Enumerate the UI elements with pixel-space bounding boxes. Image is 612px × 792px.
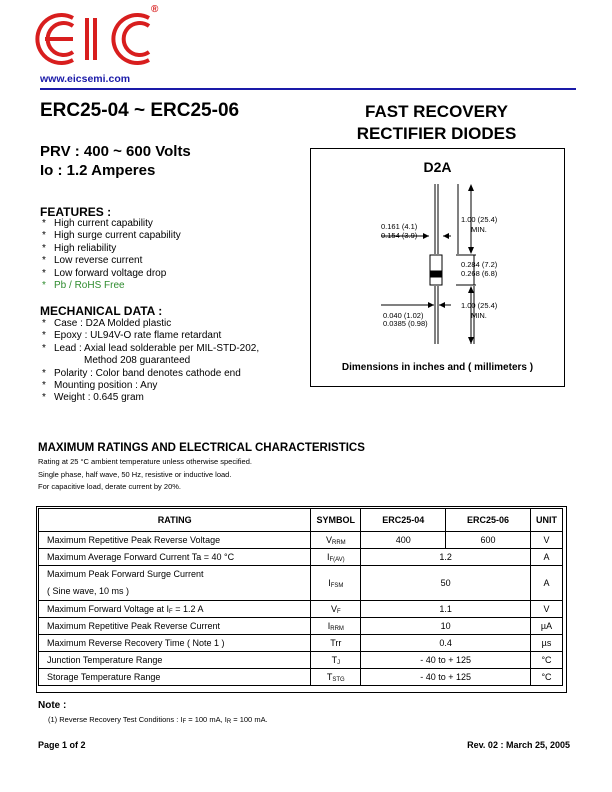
note-text: (1) Reverse Recovery Test Conditions : IF = 100 mA, IR = 100 mA. (48, 715, 268, 725)
table-header-row (39, 509, 563, 532)
dimension-caption: Dimensions in inches and ( millimeters ) (341, 362, 534, 373)
lead-length-top: 1.00 (25.4) (461, 215, 498, 224)
diode-drawing (311, 179, 564, 359)
product-line2: RECTIFIER DIODES (356, 124, 517, 143)
col-unit: UNIT (530, 509, 562, 532)
col-erc25-06: ERC25-06 (446, 509, 531, 532)
list-item: * Mounting position : Any (42, 380, 158, 392)
list-item: * Low reverse current (42, 255, 143, 267)
list-item: * Polarity : Color band denotes cathode end (42, 367, 241, 379)
header-divider (40, 88, 576, 90)
body-length-min: 0.268 (6.8) (461, 269, 498, 278)
list-item: * Low forward voltage drop (42, 267, 167, 279)
body-length-max: 0.284 (7.2) (461, 260, 498, 269)
table-row: Maximum Repetitive Peak Reverse Current IRRM 10 µA (39, 618, 563, 635)
table-row: Storage Temperature Range TSTG - 40 to + 125 °C (39, 669, 563, 686)
list-item: * High current capability (42, 218, 153, 229)
lead-dia-max: 0.040 (1.02) (383, 311, 424, 320)
body-dia-min: 0.154 (3.9) (381, 231, 418, 240)
note-title: Note : (38, 700, 67, 711)
features-title: FEATURES : (40, 205, 112, 219)
list-item: * Lead : Axial lead solderable per MIL-STD-202, (42, 342, 260, 354)
list-item: * Epoxy : UL94V-O rate flame retardant (42, 330, 222, 342)
revision: Rev. 02 : March 25, 2005 (467, 740, 570, 750)
list-item-cont: Method 208 guaranteed (84, 355, 191, 367)
eic-logo (33, 10, 163, 68)
col-symbol: SYMBOL (311, 509, 361, 532)
part-title: ERC25-04 ~ ERC25-06 (40, 100, 240, 121)
col-rating: RATING (39, 509, 311, 532)
io-spec: Io : 1.2 Amperes (40, 162, 156, 179)
package-name: D2A (423, 159, 452, 175)
table-row: Maximum Forward Voltage at IF = 1.2 A VF 1.1 V (39, 601, 563, 618)
table-row: Junction Temperature Range TJ - 40 to + 125 °C (39, 652, 563, 669)
ratings-note-2: Single phase, half wave, 50 Hz, resistive or inductive load. (38, 470, 232, 479)
ratings-table (38, 508, 563, 686)
list-item: * Weight : 0.645 gram (42, 392, 144, 404)
table-row: Maximum Peak Forward Surge Current ( Sine wave, 10 ms ) IFSM 50 A (39, 566, 563, 601)
website-link[interactable]: www.eicsemi.com (40, 73, 131, 85)
table-row: Maximum Average Forward Current Ta = 40 °C IF(AV) 1.2 A (39, 549, 563, 566)
registered-mark: ® (151, 4, 159, 15)
prv-spec: PRV : 400 ~ 600 Volts (40, 143, 191, 160)
features-list (42, 218, 181, 292)
list-item: * High surge current capability (42, 230, 181, 242)
ratings-title: MAXIMUM RATINGS AND ELECTRICAL CHARACTERISTICS (38, 442, 365, 454)
body-dia-max: 0.161 (4.1) (381, 222, 418, 231)
list-item: * High reliability (42, 242, 117, 254)
list-item: * Case : D2A Molded plastic (42, 318, 172, 329)
package-diagram (310, 148, 565, 387)
lead-dia-min: 0.0385 (0.98) (383, 319, 428, 328)
page-number: Page 1 of 2 (38, 740, 86, 750)
col-erc25-04: ERC25-04 (361, 509, 446, 532)
lead-length-top-min: MIN. (471, 225, 487, 234)
table-row: Maximum Reverse Recovery Time ( Note 1 ) Trr 0.4 µs (39, 635, 563, 652)
list-item-rohs: * Pb / RoHS Free (42, 280, 125, 292)
ratings-note-1: Rating at 25 °C ambient temperature unless otherwise specified. (38, 457, 252, 466)
mechanical-list (42, 318, 259, 405)
table-row: Maximum Repetitive Peak Reverse Voltage VRRM 400 600 V (39, 532, 563, 549)
mechanical-title: MECHANICAL DATA : (40, 304, 163, 318)
ratings-note-3: For capacitive load, derate current by 20%. (38, 482, 181, 491)
product-line1: FAST RECOVERY (365, 102, 508, 121)
lead-length-bottom-min: MIN. (471, 311, 487, 320)
lead-length-bottom: 1.00 (25.4) (461, 301, 498, 310)
